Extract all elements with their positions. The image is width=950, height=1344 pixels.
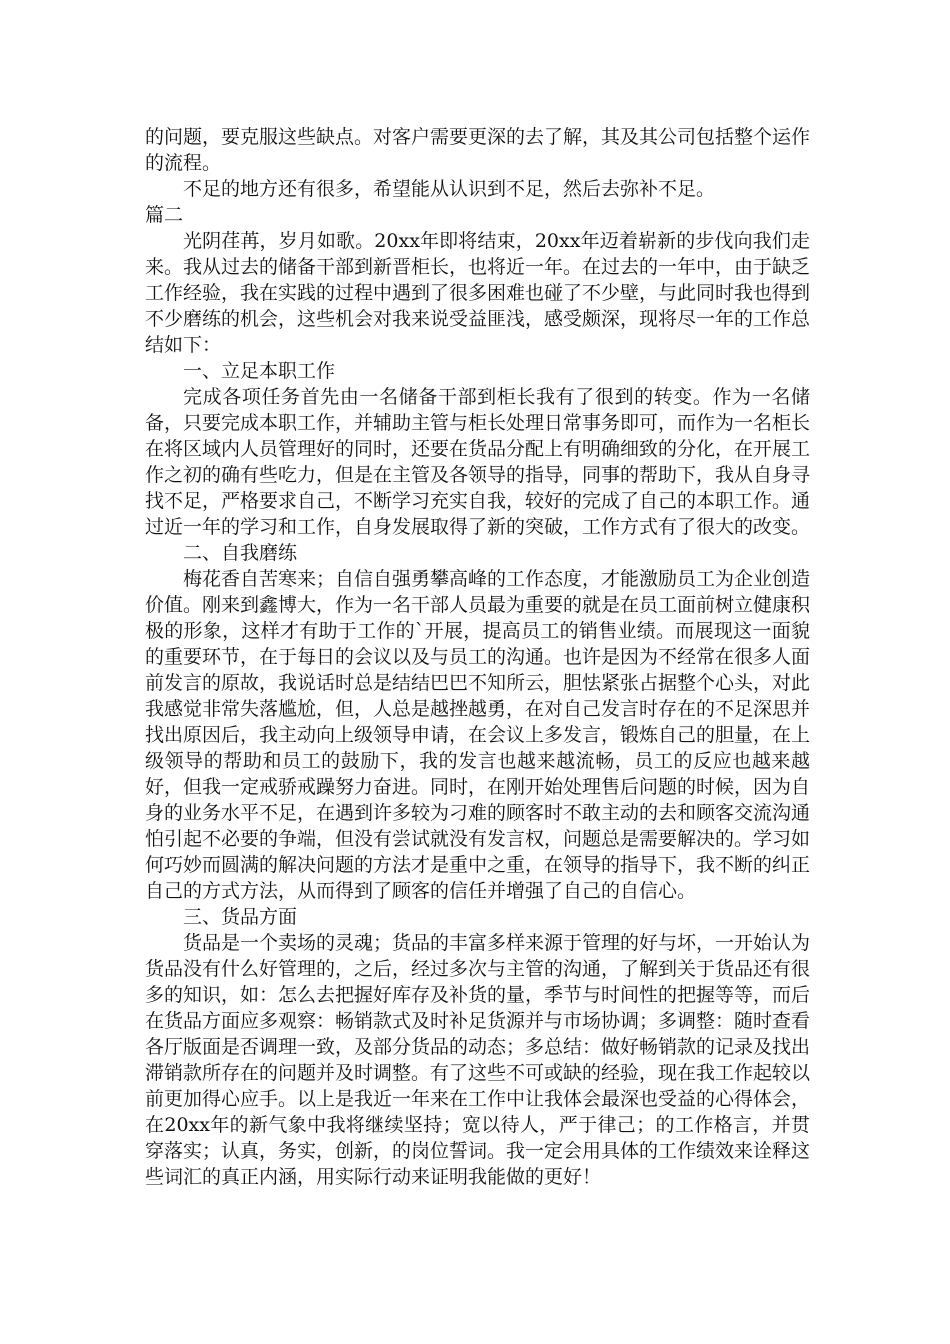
paragraph-intro: 光阴荏苒，岁月如歌。20xx年即将结束，20xx年迈着崭新的步伐向我们走来。我从过去的储备干部到新晋柜长，也将近一年。在过去的一年中，由于缺乏工作经验，我在实践的过程中遇到了很多困难也碰了不少壁，与此同时我也得到不少磨练的机会，这些机会对我来说受益匪浅，感受颇深，现将尽一年的工作总结如下： — [145, 230, 811, 356]
paragraph-continued: 的问题，要克服这些缺点。对客户需要更深的去了解，其及其公司包括整个运作的流程。 — [145, 126, 811, 174]
heading-self-training: 二、自我磨练 — [183, 542, 298, 564]
paragraph-job-duties: 完成各项任务首先由一名储备干部到柜长我有了很到的转变。作为一名储备，只要完成本职工作，并辅助主管与柜长处理日常事务即可，而作为一名柜长在将区域内人员管理好的同时，还要在货品分配上有明确细致的分化，在开展工作之初的确有些吃力，但是在主管及各领导的指导，同事的帮助下，我从自身寻找不足，严格要求自己，不断学习充实自我，较好的完成了自己的本职工作。通过近一年的学习和工作，自身发展取得了新的突破，工作方式有了很大的改变。 — [145, 386, 811, 538]
paragraph-self-training: 梅花香自苦寒来；自信自强勇攀高峰的工作态度，才能激励员工为企业创造价值。刚来到鑫博大，作为一名干部人员最为重要的就是在员工面前树立健康积极的形象，这样才有助于工作的`开展，提高员工的销售业绩。而展现这一面貌的重要环节，在于每日的会议以及与员工的沟通。也许是因为不经常在很多人面前发言的原故，我说话时总是结结巴巴不知所云，胆怯紧张占据整个心头，对此我感觉非常失落尴尬，但，人总是越挫越勇，在对自己发言时存在的不足深思并找出原因后，我主动向上级领导申请，在会议上多发言，锻炼自己的胆量，在上级领导的帮助和员工的鼓励下，我的发言也越来越流畅，员工的反应也越来越好，但我一定戒骄戒躁努力奋进。同时，在刚开始处理售后问题的时候，因为自身的业务水平不足，在遇到许多较为刁难的顾客时不敢主动的去和顾客交流沟通怕引起不必要的争端，但没有尝试就没有发言权，问题总是需要解决的。学习如何巧妙而圆满的解决问题的方法才是重中之重，在领导的指导下，我不断的纠正自己的方式方法，从而得到了顾客的信任并增强了自己的自信心。 — [145, 568, 811, 902]
section-label: 篇二 — [145, 204, 184, 226]
document-body — [145, 124, 810, 1190]
heading-merchandise: 三、货品方面 — [183, 906, 298, 928]
paragraph-shortcomings: 不足的地方还有很多，希望能从认识到不足，然后去弥补不足。 — [183, 178, 716, 200]
paragraph-merchandise: 货品是一个卖场的灵魂；货品的丰富多样来源于管理的好与坏，一开始认为货品没有什么好管理的，之后，经过多次与主管的沟通，了解到关于货品还有很多的知识，如：怎么去把握好库存及补货的量，季节与时间性的把握等等，而后在货品方面应多观察：畅销款式及时补足货源并与市场协调；多调整：随时查看各厅版面是否调理一致，及部分货品的动态；多总结：做好畅销款的记录及找出滞销款所存在的问题并及时调整。有了这些不可或缺的经验，现在我工作起较以前更加得心应手。以上是我近一年来在工作中让我体会最深也受益的心得体会，在20xx年的新气象中我将继续坚持；宽以待人，严于律己；的工作格言，并贯穿落实；认真，务实，创新，的岗位誓词。我一定会用具体的工作绩效来诠释这些词汇的真正内涵，用实际行动来证明我能做的更好！ — [145, 932, 811, 1188]
heading-job-duties: 一、立足本职工作 — [183, 360, 336, 382]
